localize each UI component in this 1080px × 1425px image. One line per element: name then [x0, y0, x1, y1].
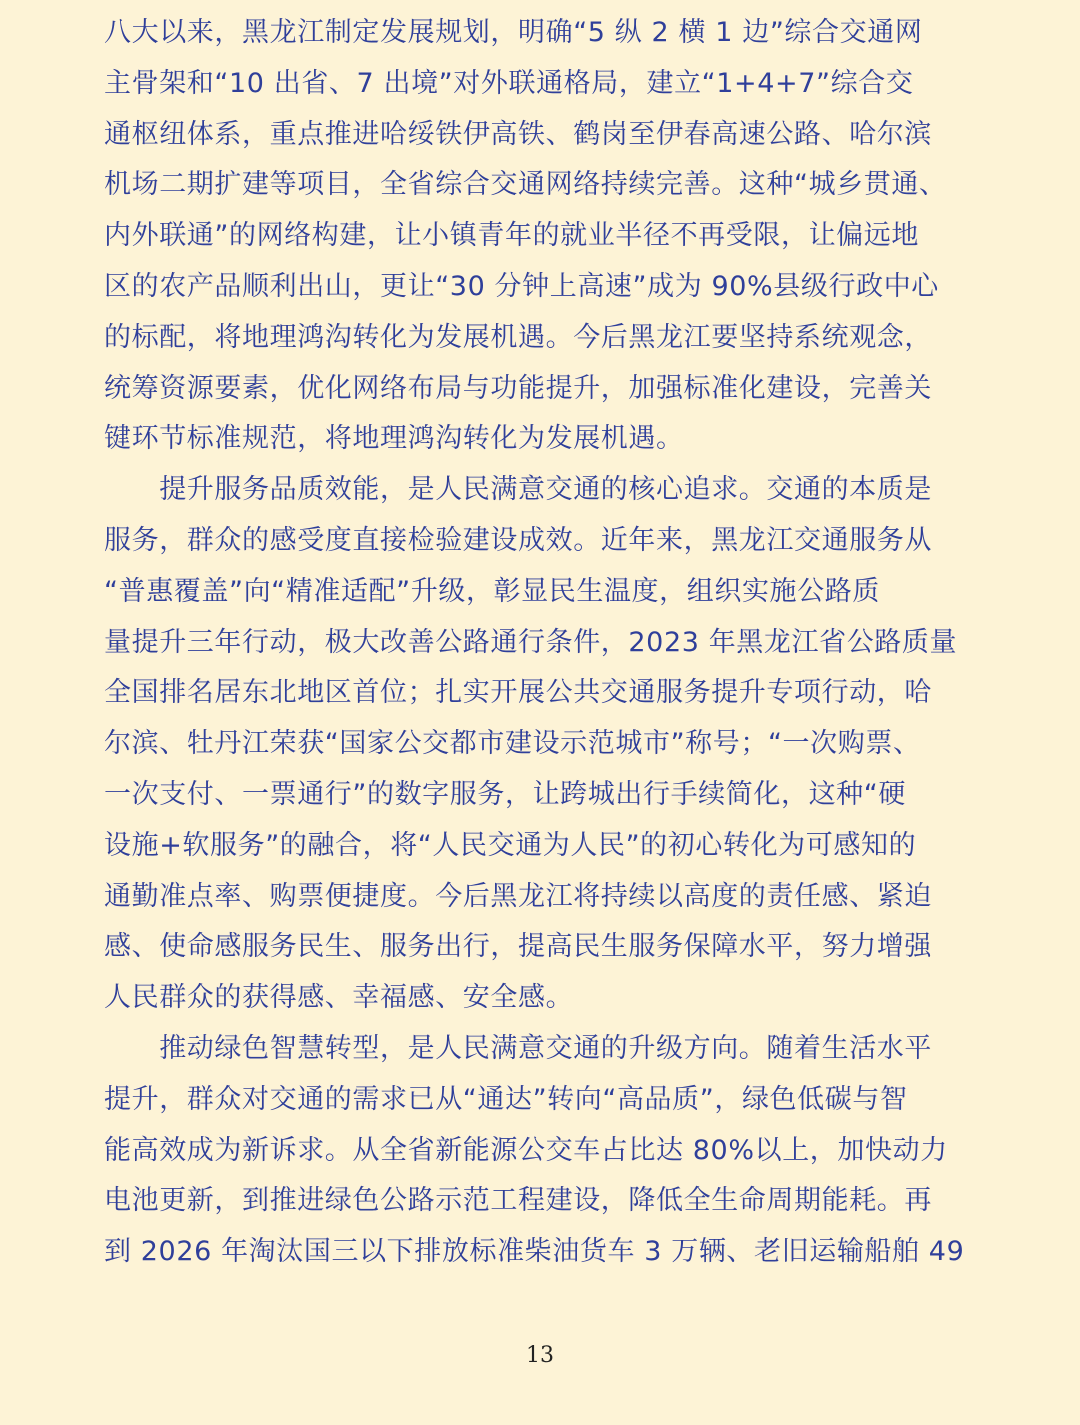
text-line: 八大以来，黑龙江制定发展规划，明确“5 纵 2 横 1 边”综合交通网 [104, 17, 923, 48]
text-line: 的标配，将地理鸿沟转化为发展机遇。今后黑龙江要坚持系统观念， [104, 321, 932, 353]
text-line: 提升服务品质效能，是人民满意交通的核心追求。交通的本质是 [104, 474, 932, 506]
text-line: 内外联通”的网络构建，让小镇青年的就业半径不再受限，让偏远地 [104, 220, 919, 252]
text-line: 机场二期扩建等项目，全省综合交通网络持续完善。这种“城乡贯通、 [104, 169, 947, 201]
text-line: 能高效成为新诉求。从全省新能源公交车占比达 80%以上，加快动力 [104, 1134, 948, 1166]
page-number: 13 [526, 1343, 554, 1368]
text-line: 全国排名居东北地区首位；扎实开展公共交通服务提升专项行动，哈 [104, 677, 932, 709]
text-line: 到 2026 年淘汰国三以下排放标准柴油货车 3 万辆、老旧运输船舶 49 [104, 1236, 965, 1268]
text-line: 人民群众的获得感、幸福感、安全感。 [104, 982, 574, 1014]
text-line: 提升，群众对交通的需求已从“通达”转向“高品质”，绿色低碳与智 [104, 1083, 908, 1115]
text-line: 推动绿色智慧转型，是人民满意交通的升级方向。随着生活水平 [104, 1032, 932, 1064]
text-line: 量提升三年行动，极大改善公路通行条件，2023 年黑龙江省公路质量 [104, 626, 958, 658]
text-line: 主骨架和“10 出省、7 出境”对外联通格局，建立“1+4+7”综合交 [104, 67, 914, 99]
body-text [104, 8, 984, 1278]
text-line: 服务，群众的感受度直接检验建设成效。近年来，黑龙江交通服务从 [104, 524, 932, 556]
text-line: 通勤准点率、购票便捷度。今后黑龙江将持续以高度的责任感、紧迫 [104, 880, 932, 912]
text-line: 电池更新，到推进绿色公路示范工程建设，降低全生命周期能耗。再 [104, 1185, 932, 1217]
text-line: 设施+软服务”的融合，将“人民交通为人民”的初心转化为可感知的 [104, 829, 917, 861]
text-line: 尔滨、牡丹江荣获“国家公交都市建设示范城市”称号；“一次购票、 [104, 728, 921, 760]
text-line: “普惠覆盖”向“精准适配”升级，彰显民生温度，组织实施公路质 [104, 575, 880, 607]
text-line: 感、使命感服务民生、服务出行，提高民生服务保障水平，努力增强 [104, 931, 932, 963]
text-line: 一次支付、一票通行”的数字服务，让跨城出行手续简化，这种“硬 [104, 778, 906, 810]
text-line: 通枢纽体系，重点推进哈绥铁伊高铁、鹤岗至伊春高速公路、哈尔滨 [104, 118, 932, 150]
text-line: 区的农产品顺利出山，更让“30 分钟上高速”成为 90%县级行政中心 [104, 270, 939, 302]
text-line: 统筹资源要素，优化网络布局与功能提升，加强标准化建设，完善关 [104, 372, 932, 404]
text-line: 键环节标准规范，将地理鸿沟转化为发展机遇。 [104, 423, 684, 455]
